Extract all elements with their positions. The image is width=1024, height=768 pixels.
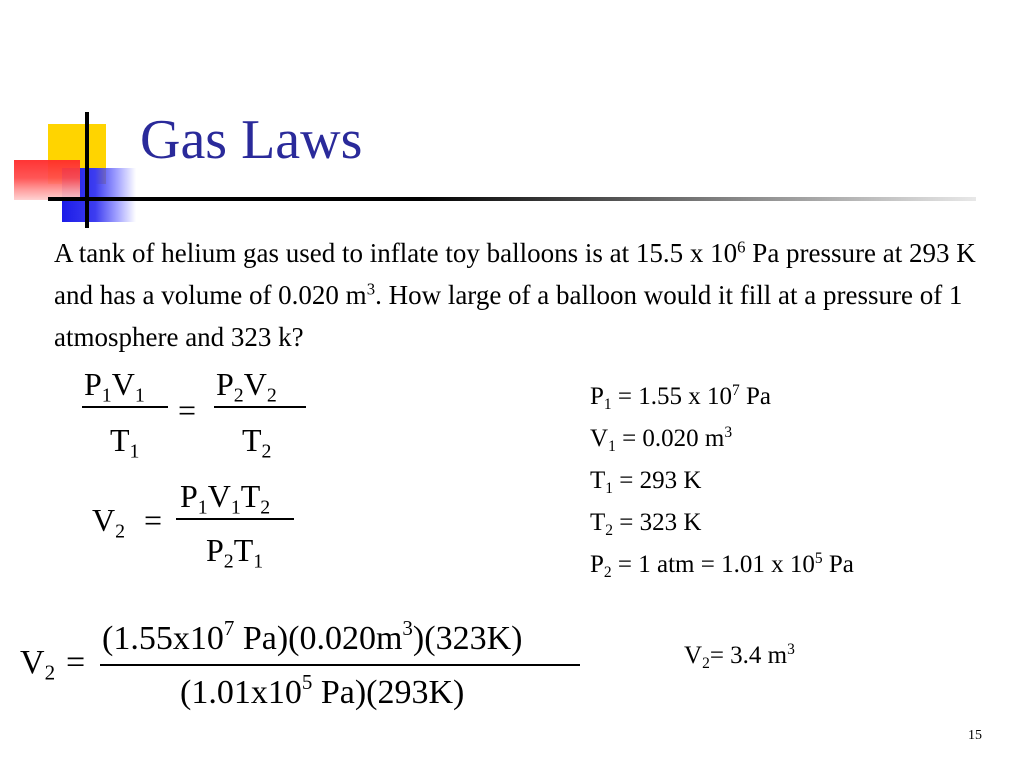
problem-text-2: Pa pressure at 293 K and has a volume of 0.020 m (54, 238, 976, 310)
given-t2: $T_2 = 323$ K (590, 509, 702, 539)
eq2-fraction-bar (176, 518, 294, 520)
problem-exponent-2: 3 (366, 279, 376, 299)
eq1-left-fraction-bar (82, 406, 168, 408)
given-p1: $P_1 = 1.55$ x $10^7$ Pa (590, 382, 772, 413)
title-underline (48, 197, 976, 201)
given-t1: $T_1 = 293$ K (590, 467, 702, 497)
eq3-equals-sign: = (66, 644, 86, 681)
final-result: $V_2= 3.4$ $m^3$ (684, 641, 795, 672)
eq1-left-denominator: $T_1$ (110, 422, 140, 463)
eq1-right-fraction-bar (214, 406, 306, 408)
eq3-lhs: $V_2$ (20, 644, 56, 685)
decor-red-square (14, 160, 80, 200)
slide-title: Gas Laws (140, 109, 363, 171)
decor-vertical-line (85, 112, 89, 228)
given-v1: $V_1 = 0.020$ $m^3$ (590, 424, 733, 455)
eq2-equals-sign: = (144, 502, 163, 538)
eq2-lhs: $V_2$ (92, 502, 126, 543)
page-number: 15 (968, 728, 982, 743)
eq2-numerator: $P_1V_1T_2$ (180, 478, 271, 519)
eq1-right-denominator: $T_2$ (242, 422, 272, 463)
eq3-numerator: ($1.55x10^7$ $Pa)(0.020m^3)(323K)$ (102, 616, 523, 657)
given-p2: $P_2 = 1$ atm = 1.01 x $10^5$ Pa (590, 550, 854, 581)
eq1-right-numerator: $P_2V_2$ (216, 366, 277, 407)
problem-text-3: . How large of a balloon would it fill at a pressure of 1 atmosphere and 323 k? (54, 280, 963, 352)
eq3-denominator: ($1.01x10^5$ Pa)(293K) (180, 670, 465, 711)
problem-statement (54, 232, 994, 358)
given-values-list (590, 376, 854, 586)
eq3-fraction-bar (100, 664, 580, 666)
eq2-denominator: $P_2T_1$ (206, 532, 264, 573)
problem-text-1: A tank of helium gas used to inflate toy balloons is at 15.5 x 10 (54, 238, 738, 268)
eq1-left-numerator: $P_1V_1$ (84, 366, 145, 407)
eq1-equals-sign: = (178, 392, 197, 428)
problem-exponent-1: 6 (737, 237, 746, 257)
